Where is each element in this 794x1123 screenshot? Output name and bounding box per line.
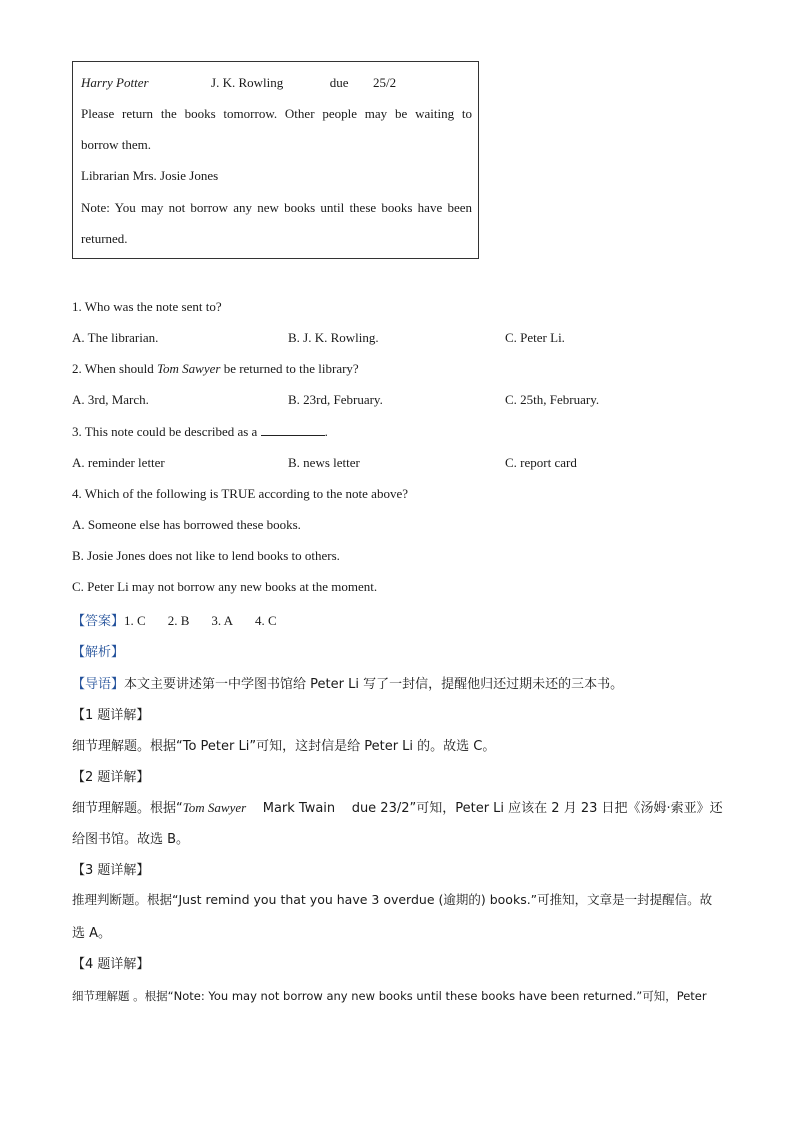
note-book-author: J. K. Rowling [211, 75, 284, 90]
note-line-warning: Note: You may not borrow any new books until these books have been [81, 200, 472, 215]
detail-4-label: 【4 题详解】 [72, 957, 150, 972]
detail-2-line-2: 给图书馆。故选 B。 [72, 832, 190, 847]
detail-2-book-title: Tom Sawyer [182, 800, 247, 815]
question-1-option-c: C. Peter Li. [505, 330, 565, 345]
detail-2-label: 【2 题详解】 [72, 770, 150, 785]
note-line-librarian: Librarian Mrs. Josie Jones [81, 168, 219, 183]
question-3-option-b: B. news letter [288, 455, 360, 470]
detail-3-label: 【3 题详解】 [72, 863, 150, 878]
analysis-label: 【解析】 [72, 645, 125, 660]
question-4-option-a: A. Someone else has borrowed these books. [72, 517, 301, 532]
note-line-returned: returned. [81, 231, 128, 246]
detail-2-line-1 [72, 797, 723, 816]
question-2-book-title: Tom Sawyer [156, 361, 221, 376]
question-2-option-b: B. 23rd, February. [288, 392, 383, 407]
question-1-option-a: A. The librarian. [72, 330, 159, 345]
note-book-title: Harry Potter [81, 75, 149, 90]
detail-1-text: 细节理解题。根据“To Peter Li”可知，这封信是给 Peter Li 的。故选 C。 [72, 739, 496, 754]
answer-row [72, 610, 277, 629]
detail-2-post: Mark Twain due 23/2”可知，Peter Li 应该在 2 月 23 日把《汤姆·索亚》还 [246, 801, 723, 816]
answer-item-2: 2. B [167, 613, 190, 628]
library-note-box [72, 61, 479, 259]
detail-2-pre: 细节理解题。根据“ [72, 801, 183, 816]
answer-item-3: 3. A [211, 613, 234, 628]
answer-label: 【答案】 [72, 614, 125, 629]
question-2-stem [72, 361, 359, 377]
note-line-borrow: borrow them. [81, 137, 152, 152]
answer-blank [261, 423, 325, 436]
question-4-stem: 4. Which of the following is TRUE according to the note above? [72, 486, 408, 501]
guide-text: 本文主要讲述第一中学图书馆给 Peter Li 写了一封信，提醒他归还过期未还的三本书。 [124, 677, 624, 692]
question-3-option-a: A. reminder letter [72, 455, 165, 470]
question-2-option-c: C. 25th, February. [505, 392, 600, 407]
answer-item-4: 4. C [255, 613, 277, 628]
question-2-stem-post: be returned to the library? [220, 361, 359, 376]
detail-4-line-1: 细节理解题 。根据“Note: You may not borrow any new books until these books have been returned.”可知，Peter [72, 989, 707, 1003]
question-3-stem [72, 423, 328, 440]
note-due-date: 25/2 [373, 75, 397, 90]
question-4-option-b: B. Josie Jones does not like to lend books to others. [72, 548, 340, 563]
note-due-label: due [329, 75, 349, 90]
note-line-return: Please return the books tomorrow. Other people may be waiting to [81, 106, 472, 121]
question-3-stem-pre: 3. This note could be described as a [72, 424, 261, 439]
detail-1-label: 【1 题详解】 [72, 708, 150, 723]
guide-label: 【导语】 [72, 677, 125, 692]
question-3-stem-post: . [324, 424, 328, 439]
detail-3-line-2: 选 A。 [72, 926, 112, 941]
question-1-stem: 1. Who was the note sent to? [72, 299, 222, 314]
question-4-option-c: C. Peter Li may not borrow any new books at the moment. [72, 579, 378, 594]
answer-item-1: 1. C [124, 613, 146, 628]
question-1-option-b: B. J. K. Rowling. [288, 330, 379, 345]
note-book-row [81, 75, 396, 91]
question-2-stem-pre: 2. When should [72, 361, 157, 376]
guide-row [72, 673, 623, 692]
question-2-option-a: A. 3rd, March. [72, 392, 149, 407]
question-3-option-c: C. report card [505, 455, 577, 470]
detail-3-line-1: 推理判断题。根据“Just remind you that you have 3 overdue (逾期的) books.”可推知，文章是一封提醒信。故 [72, 892, 713, 907]
